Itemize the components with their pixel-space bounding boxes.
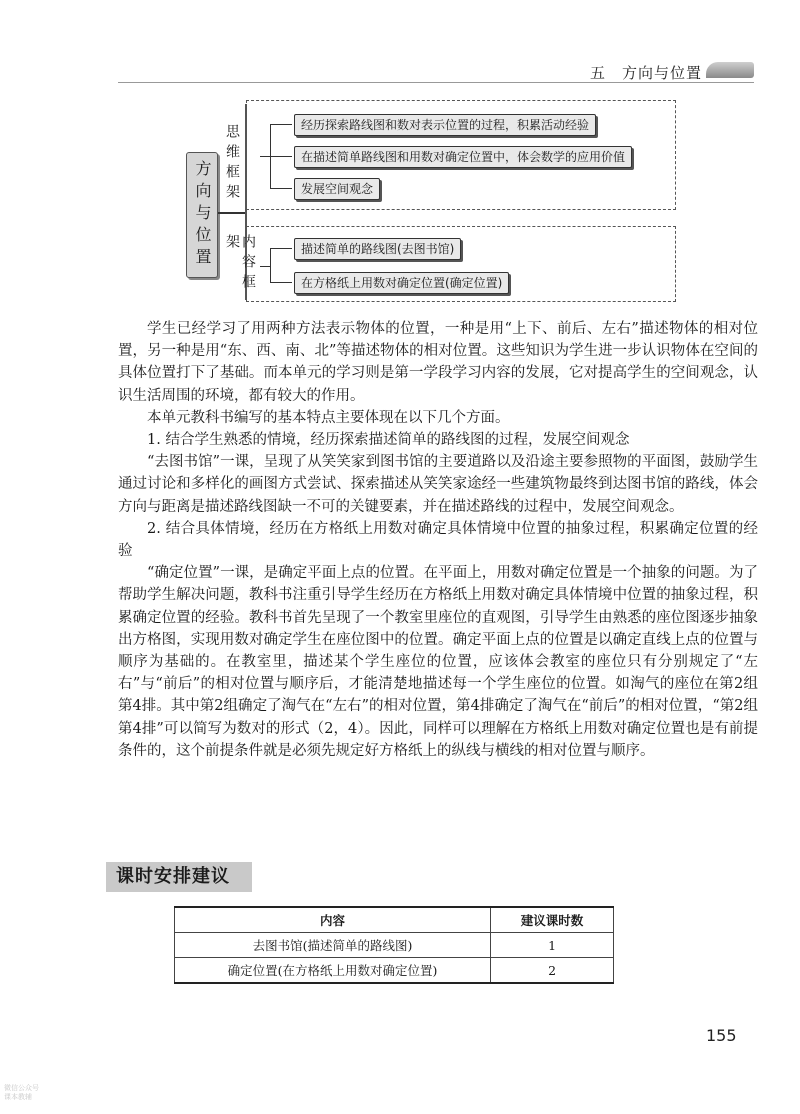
chapter-tab-decoration bbox=[706, 62, 754, 78]
thinking-branch-2 bbox=[270, 156, 292, 157]
table-row bbox=[175, 958, 614, 984]
table-header-hours: 建议课时数 bbox=[491, 907, 614, 933]
header-divider bbox=[118, 82, 754, 83]
paragraph-features: 本单元教科书编写的基本特点主要体现在以下几个方面。 bbox=[147, 409, 510, 426]
watermark: 微信公众号 课本教辅 bbox=[4, 1084, 39, 1101]
table-row bbox=[175, 933, 614, 958]
frame-label-content: 内容框架 bbox=[224, 234, 256, 294]
paragraph-intro: 学生已经学习了用两种方法表示物体的位置，一种是用“上下、前后、左右”描述物体的相对位置，另一种是用“东、西、南、北”等描述物体的相对位置。这些知识为学生进一步认识物体在空间的具体位置打下了基础。而本单元的学习则是第一学段学习内容的发展，它对提高学生的空间观念，认识生活周围的环境，都有较大的作用。 bbox=[118, 321, 758, 404]
content-branch-2 bbox=[270, 282, 292, 283]
frame-label-thinking: 思维框架 bbox=[224, 124, 240, 204]
chapter-title: 五 方向与位置 bbox=[590, 64, 703, 82]
concept-diagram bbox=[186, 96, 676, 306]
content-item-2: 在方格纸上用数对确定位置(确定位置) bbox=[294, 272, 509, 294]
root-connector bbox=[218, 212, 246, 214]
paragraph-point-1-body: “去图书馆”一课，呈现了从笑笑家到图书馆的主要道路以及沿途主要参照物的平面图，鼓励学生通过讨论和多样化的画图方式尝试、探索描述从笑笑家途经一些建筑物最终到达图书馆的路线，体会方向与距离是描述路线图缺一不可的关键要素，并在描述路线的过程中，发展空间观念。 bbox=[118, 454, 758, 515]
thinking-branch-3 bbox=[270, 188, 292, 189]
thinking-branch-1 bbox=[270, 124, 292, 125]
thinking-item-2: 在描述简单路线图和用数对确定位置中，体会数学的应用价值 bbox=[294, 146, 632, 168]
paragraph-point-1-heading: 1. 结合学生熟悉的情境，经历探索描述简单的路线图的过程，发展空间观念 bbox=[147, 432, 630, 449]
content-branch-1 bbox=[270, 248, 292, 249]
thinking-item-3: 发展空间观念 bbox=[294, 178, 380, 200]
paragraph-point-2-heading: 2. 结合具体情境，经历在方格纸上用数对确定具体情境中位置的抽象过程，积累确定位置的经验 bbox=[118, 520, 758, 560]
diagram-root: 方向与位置 bbox=[186, 152, 218, 278]
table-header-row bbox=[175, 907, 614, 933]
content-branch-stub bbox=[260, 266, 270, 267]
table-cell-content: 确定位置(在方格纸上用数对确定位置) bbox=[175, 958, 491, 984]
lesson-schedule-table bbox=[174, 906, 614, 984]
content-item-1: 描述简单的路线图(去图书馆) bbox=[294, 238, 461, 260]
table-cell-hours: 2 bbox=[491, 958, 614, 984]
thinking-item-1: 经历探索路线图和数对表示位置的过程，积累活动经验 bbox=[294, 114, 596, 136]
paragraph-point-2-body: “确定位置”一课，是确定平面上点的位置。在平面上，用数对确定位置是一个抽象的问题。为了帮助学生解决问题，教科书注重引导学生经历在方格纸上用数对确定具体情境中位置的抽象过程，积累确定位置的经验。教科书首先呈现了一个教室里座位的直观图，引导学生由熟悉的座位图逐步抽象出方格图，实现用数对确定学生在座位图中的位置。确定平面上点的位置是以确定直线上点的位置与顺序为基础的。在教室里，描述某个学生座位的位置，应该体会教室的座位只有分别规定了“左右”与“前后”的相对位置与顺序后，才能清楚地描述每一个学生座位的位置。如淘气的座位在第2组第4排。其中第2组确定了淘气在“左右”的相对位置，第4排确定了淘气在“前后”的相对位置，“第2组第4排”可以简写为数对的形式（2，4）。因此，同样可以理解在方格纸上用数对确定位置也是有前提条件的，这个前提条件就是必须先规定好方格纸上的纵线与横线的相对位置与顺序。 bbox=[118, 565, 758, 759]
section-heading: 课时安排建议 bbox=[106, 862, 252, 892]
body-text bbox=[118, 318, 758, 762]
content-branch-trunk bbox=[270, 248, 271, 282]
table-header-content: 内容 bbox=[175, 907, 491, 933]
thinking-branch-stub bbox=[260, 156, 270, 157]
table-cell-hours: 1 bbox=[491, 933, 614, 958]
table-cell-content: 去图书馆(描述简单的路线图) bbox=[175, 933, 491, 958]
page-number: 155 bbox=[706, 1026, 737, 1045]
